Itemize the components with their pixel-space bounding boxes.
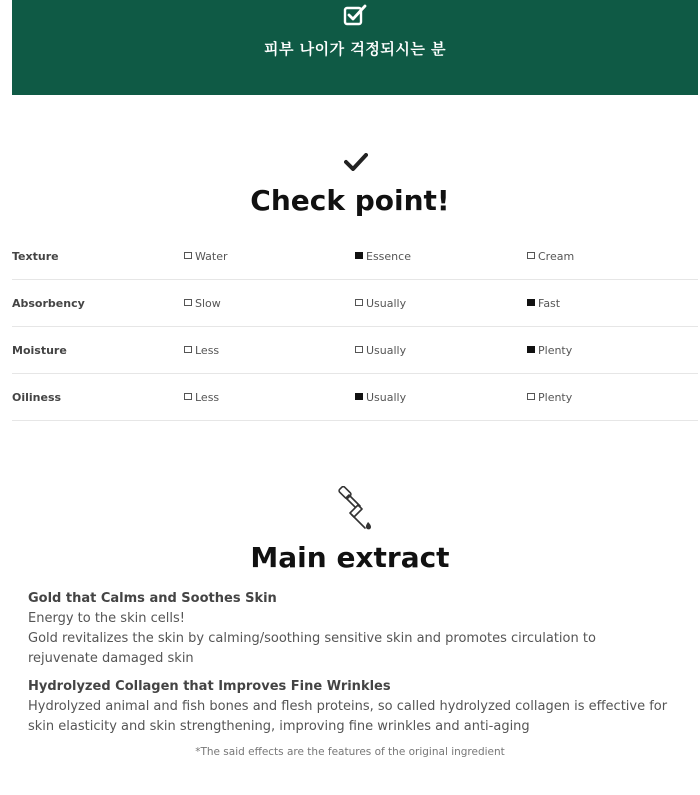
option: Less [184, 344, 219, 357]
option: Water [184, 250, 228, 263]
checkpoint-table [12, 233, 698, 421]
checkbox-empty [355, 299, 363, 306]
row-label: Moisture [12, 344, 67, 357]
option: Slow [184, 297, 221, 310]
extract-text: Energy to the skin cells! [28, 611, 185, 626]
option: Usually [355, 391, 406, 404]
banner-title: 피부 나이가 걱정되시는 분 [263, 40, 447, 58]
checkbox-empty [527, 393, 535, 400]
dropper-icon [336, 486, 376, 532]
extract-heading: Hydrolyzed Collagen that Improves Fine Wrinkles [28, 679, 391, 694]
option: Less [184, 391, 219, 404]
extract-heading: Gold that Calms and Soothes Skin [28, 591, 277, 606]
checkbox-empty [355, 346, 363, 353]
option: Fast [527, 297, 560, 310]
extract-text: Hydrolyzed animal and fish bones and flesh proteins, so called hydrolyzed collagen is effective for skin elasticity and skin strengthening, improving fine wrinkles and anti-aging [28, 699, 668, 734]
option: Essence [355, 250, 411, 263]
table-row [12, 280, 698, 327]
checkbox-filled [355, 252, 363, 259]
checkbox-empty [527, 252, 535, 259]
checkbox-filled [527, 299, 535, 306]
option: Usually [355, 344, 406, 357]
extract-content [28, 589, 668, 737]
extract-text: Gold revitalizes the skin by calming/soothing sensitive skin and promotes circulation to rejuvenate damaged skin [28, 631, 596, 666]
option: Plenty [527, 391, 572, 404]
footnote: *The said effects are the features of the original ingredient [195, 746, 505, 758]
row-label: Absorbency [12, 297, 85, 310]
checkbox-filled [527, 346, 535, 353]
option: Cream [527, 250, 574, 263]
checkbox-empty [184, 252, 192, 259]
checkmark-icon [344, 153, 368, 171]
checkbox-empty [184, 299, 192, 306]
checkbox-empty [184, 346, 192, 353]
checkbox-filled [355, 393, 363, 400]
checkpoint-title: Check point! [250, 184, 450, 217]
table-row [12, 233, 698, 280]
check-square-icon [343, 4, 367, 26]
extract-title: Main extract [250, 541, 450, 574]
header-banner [12, 0, 698, 95]
table-row [12, 374, 698, 421]
table-row [12, 327, 698, 374]
extract-item [28, 677, 668, 737]
option: Plenty [527, 344, 572, 357]
row-label: Oiliness [12, 391, 62, 404]
checkbox-empty [184, 393, 192, 400]
row-label: Texture [12, 250, 59, 263]
option: Usually [355, 297, 406, 310]
extract-item [28, 589, 668, 669]
